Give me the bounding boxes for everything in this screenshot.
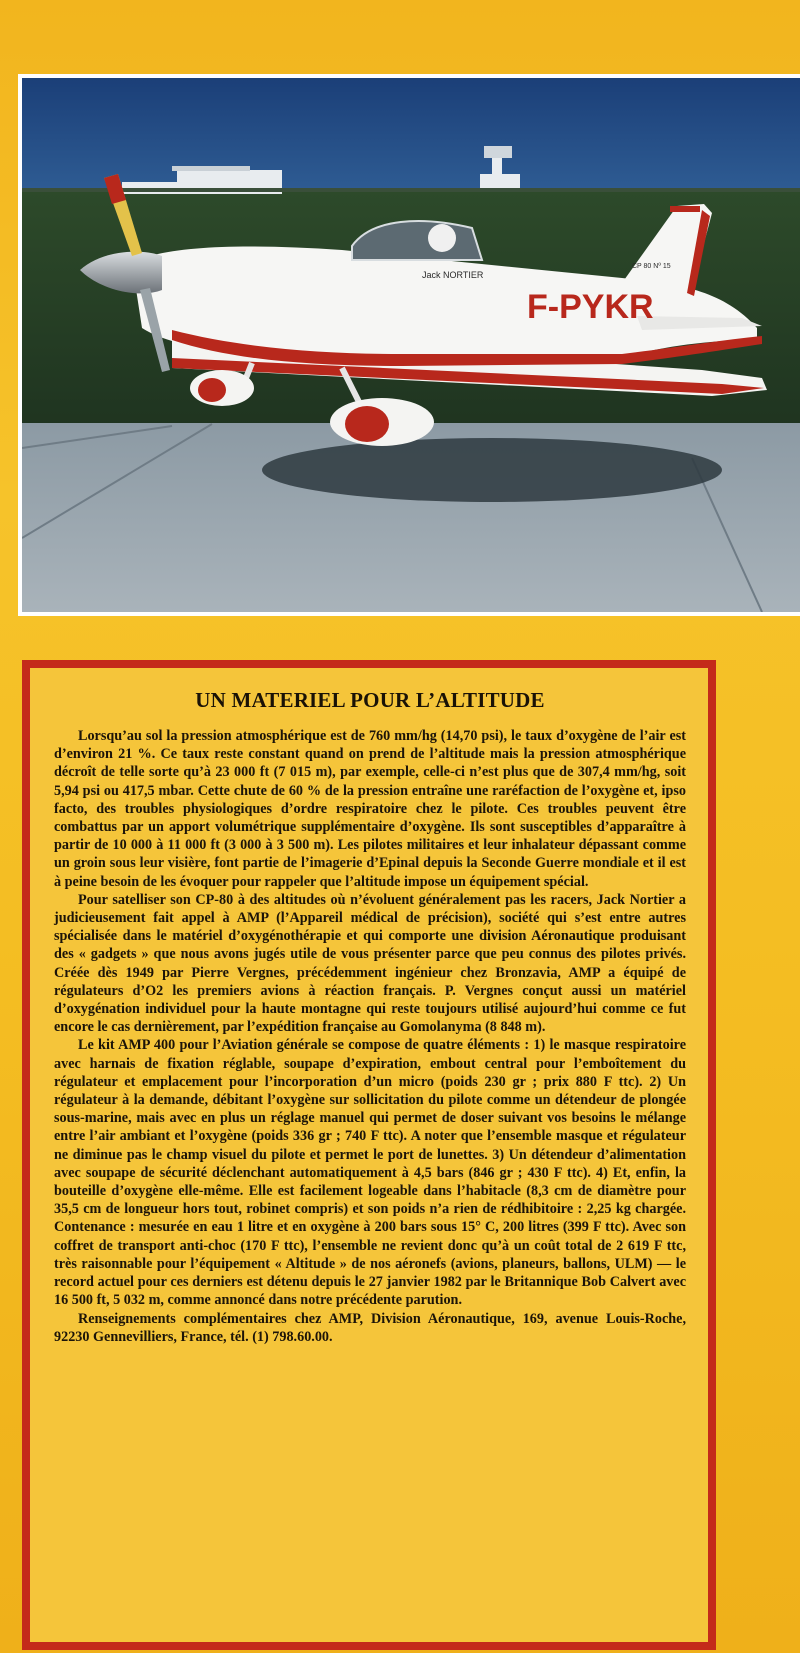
article-paragraph: Renseignements complémentaires chez AMP, Division Aéronautique, 169, avenue Louis-Roche, 92230 Gennevilliers, France, tél. (1) 798.60.00. [54,1310,686,1345]
aircraft-shadow [262,438,722,502]
registration-marking: F-PYKR [527,288,654,326]
aircraft-photo-frame [18,74,800,616]
article-title: UN MATERIEL POUR L’ALTITUDE [195,688,545,712]
article-paragraph: Lorsqu’au sol la pression atmosphérique est de 760 mm/hg (14,70 psi), le taux d’oxygène de l’air est d’environ 21 %. Ce taux reste constant quand on prend de l’altitude mais la pression atmosphérique décroît de telle sorte qu’à 23 000 ft (7 015 m), par exemple, celle-ci n’est plus que de 307,4 mm/hg, soit 5,94 psi ou 417,5 mbar. Cette chute de 60 % de la pression entraîne une raréfaction de l’oxygène et, ipso facto, des troubles physiologiques d’ordre respiratoire chez le pilote. Ces troubles peuvent être combattus par un apport volumétrique supplémentaire d’oxygène. Ils sont susceptibles d’apparaître à partir de 10 000 à 11 000 ft (3 000 à 3 500 m). Les pilotes militaires et leur inhalateur dépassant comme un groin sous leur visière, font partie de l’imagerie d’Epinal depuis la Seconde Guerre mondiale et il est à peine besoin de les évoquer pour rappeler que l’altitude impose un équipement spécial. [54,728,686,890]
article-body [54,727,686,1346]
pilot-name-marking: Jack NORTIER [422,270,484,280]
tail-code-marking: CP 80 Nº 15 [632,263,671,270]
sky [22,78,800,196]
aircraft-photo [22,78,800,612]
article-paragraph: Pour satelliser son CP-80 à des altitudes où n’évoluent généralement pas les racers, Jack Nortier a judicieusement fait appel à AMP (l’Appareil médical de précision), société qui s’est entre autres spécialisée dans le matériel d’oxygénothérapie et qui comporte une division Aéronautique produisant des « gadgets » que nous avons jugés utile de vous présenter parce que peu connus des pilotes privés. Créée dès 1949 par Pierre Vergnes, précédemment ingénieur chez Bronzavia, AMP a équipé de régulateurs d’O2 les premiers avions à réaction français. P. Vergnes conçut aussi un matériel d’oxygénation individuel pour la haute montagne qui reste toujours utilisé aujourd’hui comme ce fut encore le cas dernièrement, par l’expédition française au Gomolanyma (8 848 m). [54,891,686,1036]
article-box [22,660,716,1650]
article-paragraph: Le kit AMP 400 pour l’Aviation générale se compose de quatre éléments : 1) le masque respiratoire avec harnais de fixation réglable, soupape d’expiration, embout central pour l’emboîtement du régulateur et emplacement pour l’incorporation d’un micro (poids 230 gr ; prix 880 F ttc). 2) Un régulateur à la demande, débitant l’oxygène sur sollicitation du pilote comme un détendeur de plongée sous-marine, mais avec en plus un réglage manuel qui permet de doser suivant vos besoins le mélange entre l’air ambiant et l’oxygène (poids 336 gr ; 740 F ttc). A noter que l’ensemble masque et régulateur ne diminue pas le champ visuel du pilote et permet le port de lunettes. 3) Un détendeur d’alimentation avec soupape de sécurité déclenchant automatiquement à 4,5 bars (846 gr ; 430 F ttc). 4) Et, enfin, la bouteille d’oxygène elle-même. Elle est facilement logeable dans l’habitacle (8,3 cm de diamètre pour 35,5 cm de longueur hors tout, robinet compris) et son poids n’a rien de rédhibitoire : 2,25 kg chargée. Contenance : mesurée en eau 1 litre et en oxygène à 200 bars sous 15° C, 200 litres (399 F ttc). Avec son coffret de transport anti-choc (170 F ttc), l’ensemble ne revient donc qu’à un coût total de 2 619 F ttc, très raisonnable pour l’équipement « Altitude » de nos aéronefs (avions, planeurs, ballons, ULM) — le record actuel pour ces derniers est détenu depuis le 27 janvier 1982 par le Britannique Bob Calvert avec 16 500 ft, 5 032 m, comme annoncé dans notre précédente parution. [54,1037,686,1309]
pilot-helmet [428,224,456,252]
